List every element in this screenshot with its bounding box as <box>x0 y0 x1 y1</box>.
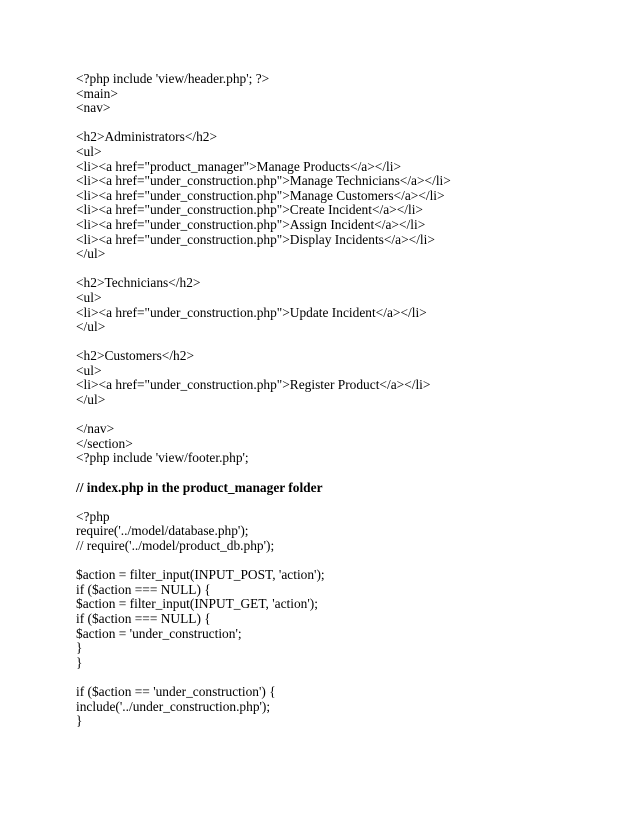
code-listing <box>76 72 616 729</box>
code-line: include('../under_construction.php'); <box>76 698 271 714</box>
code-line: <li><a href="under_construction.php">Manage Customers</a></li> <box>76 187 445 203</box>
code-line: require('../model/database.php'); <box>76 523 249 539</box>
code-line: <h2>Administrators</h2> <box>76 129 218 145</box>
code-line: <main> <box>76 85 118 101</box>
code-line: <?php include 'view/footer.php'; <box>76 450 249 466</box>
code-line: } <box>76 713 83 729</box>
code-line: $action = filter_input(INPUT_POST, 'action'); <box>76 567 325 583</box>
code-line: if ($action === NULL) { <box>76 610 211 626</box>
code-line: <li><a href="under_construction.php">Create Incident</a></li> <box>76 202 423 218</box>
blank-line <box>76 262 616 277</box>
code-line: </nav> <box>76 421 115 437</box>
blank-line <box>76 554 616 569</box>
code-line: <li><a href="under_construction.php">Display Incidents</a></li> <box>76 231 435 247</box>
code-line: <nav> <box>76 100 111 116</box>
code-line: <li><a href="under_construction.php">Register Product</a></li> <box>76 377 431 393</box>
code-line: <h2>Customers</h2> <box>76 348 194 364</box>
code-line: } <box>76 654 83 670</box>
blank-line <box>76 495 616 510</box>
code-line: <li><a href="product_manager">Manage Products</a></li> <box>76 158 402 174</box>
code-line: <?php include 'view/header.php'; ?> <box>76 71 270 86</box>
code-line: <h2>Technicians</h2> <box>76 275 201 291</box>
blank-line <box>76 335 616 350</box>
code-line: // require('../model/product_db.php'); <box>76 538 275 553</box>
code-line: <?php <box>76 508 110 524</box>
code-line: <li><a href="under_construction.php">Assign Incident</a></li> <box>76 216 426 232</box>
code-line: <ul> <box>76 289 102 305</box>
code-line: </ul> <box>76 392 106 408</box>
code-line: </ul> <box>76 246 106 262</box>
blank-line <box>76 116 616 131</box>
code-line: $action = 'under_construction'; <box>76 625 242 641</box>
code-line: if ($action == 'under_construction') { <box>76 683 276 699</box>
code-line: $action = filter_input(INPUT_GET, 'action'); <box>76 596 318 612</box>
section-heading-line: // index.php in the product_manager folder <box>76 479 323 495</box>
blank-line <box>76 408 616 423</box>
code-line: <ul> <box>76 143 102 159</box>
code-line: if ($action === NULL) { <box>76 581 211 597</box>
code-line: </ul> <box>76 319 106 335</box>
code-line: <ul> <box>76 362 102 378</box>
code-line: </section> <box>76 435 133 451</box>
blank-line <box>76 670 616 685</box>
code-line: <li><a href="under_construction.php">Manage Technicians</a></li> <box>76 173 451 189</box>
code-line: } <box>76 640 83 656</box>
code-line: <li><a href="under_construction.php">Update Incident</a></li> <box>76 304 427 320</box>
blank-line <box>76 466 616 481</box>
